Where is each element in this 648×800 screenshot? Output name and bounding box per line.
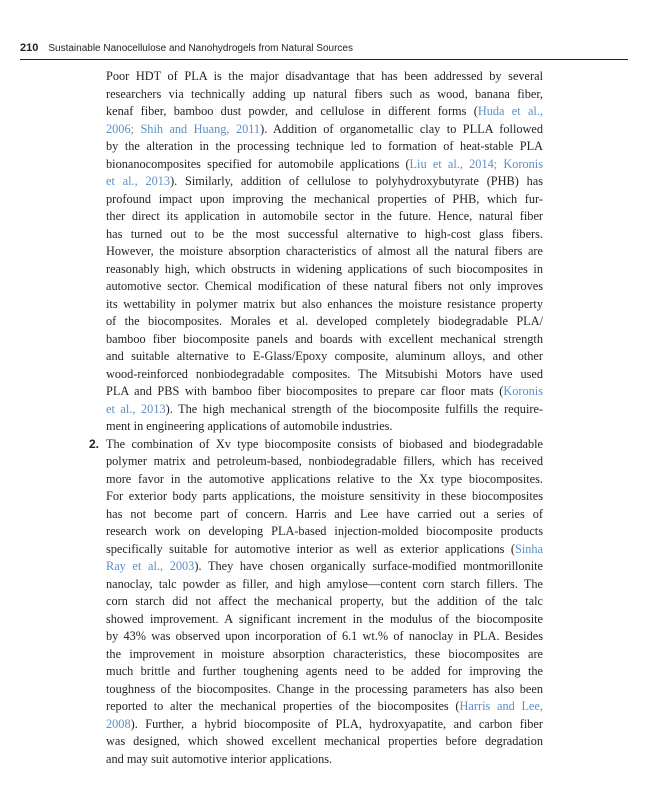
citation-link[interactable]: Sinha [514, 541, 543, 556]
text-line: has not become part of concern. Harris and Lee have carried out a series of [106, 506, 543, 521]
text-line [106, 383, 543, 401]
list-item-2 [89, 436, 543, 769]
text-line [106, 121, 543, 139]
citation-link[interactable]: Huda et al., [477, 104, 543, 118]
text-line: showed improvement. A significant increment in the modulus of the biocomposite [106, 611, 543, 626]
text-segment: kenaf fiber, bamboo dust powder, and cellulose in different forms ( [106, 104, 478, 118]
list-item-number: 2. [89, 436, 100, 451]
text-line: For exterior body parts applications, the moisture sensitivity in these biocomposites [106, 489, 543, 503]
text-line: has turned out to be the most successful alternative to high-cost glass fibers. [106, 226, 543, 241]
text-line [106, 173, 543, 191]
text-segment: reported to alter the mechanical properties of the biocomposites ( [106, 699, 460, 713]
text-line [106, 558, 543, 576]
text-line: wood-reinforced nonbiodegradable composites. The Mitsubishi Motors have used [106, 366, 543, 381]
text-line: ther direct its application in automobile sector in the future. Hence, natural fiber [106, 209, 543, 223]
text-line: and may suit automotive interior applications. [106, 751, 333, 766]
text-line: of the biocomposites. Morales et al. developed completely biodegradable PLA/ [106, 314, 543, 328]
text-segment: ). Further, a hybrid biocomposite of PLA, hydroxyapatite, and carbon fiber [130, 716, 543, 731]
text-line: its wettability in polymer matrix but also enhances the moisture resistance property [106, 296, 543, 311]
text-line: research work on developing PLA-based injection-molded biocomposite products [106, 524, 543, 538]
text-line: bamboo fiber biocomposite panels and boards with excellent mechanical strength [106, 331, 543, 346]
text-segment: PLA and PBS with bamboo fiber biocomposites to prepare car floor mats ( [106, 384, 504, 398]
paragraph-hdt-pla [106, 68, 543, 436]
text-line: toughness of the biocomposites. Change in the processing parameters has also been [106, 681, 543, 696]
text-line: corn starch did not affect the mechanical property, but the addition of the talc [106, 594, 543, 608]
text-line: However, the moisture absorption characteristics of almost all the natural fibers are [106, 244, 543, 258]
header-rule [20, 59, 628, 60]
text-segment: ). Addition of organometallic clay to PLLA followed [260, 121, 543, 136]
text-line [106, 103, 543, 121]
text-line [106, 156, 543, 174]
text-line: profound impact upon improving the mechanical properties of PHB, which fur- [106, 191, 543, 206]
citation-link[interactable]: Ray et al., 2003 [106, 559, 195, 573]
text-line: was designed, which showed excellent mechanical properties before degradation [106, 734, 543, 748]
text-line: reasonably high, which obstructs in widening applications of such biocomposites in [106, 261, 543, 276]
page-number: 210 [20, 42, 39, 54]
text-line: by 43% was observed upon incorporation of 6.1 wt.% of nanoclay in PLA. Besides [106, 629, 543, 643]
text-line: more favor in the automotive applications relative to the Xx type biocomposites. [106, 471, 543, 486]
text-line: by the alteration in the processing technique led to formation of heat-stable PLA [106, 139, 543, 153]
text-line: Poor HDT of PLA is the major disadvantage that has been addressed by several [106, 69, 543, 83]
text-line: researchers via technically adding up natural fibers such as wood, banana fiber, [106, 86, 543, 101]
text-line: much brittle and further toughening agents need to be added for improving the [106, 664, 543, 678]
text-segment: ). Similarly, addition of cellulose to polyhydroxybutyrate (PHB) has [170, 174, 544, 188]
text-line: polymer matrix and petroleum-based, nonbiodegradable fillers, which has received [106, 454, 543, 468]
running-title: Sustainable Nanocellulose and Nanohydrogels from Natural Sources [48, 43, 353, 54]
citation-link[interactable]: et al., 2013 [106, 401, 166, 416]
text-segment: specifically suitable for automotive interior as well as exterior applications ( [106, 541, 515, 556]
body-text [89, 68, 544, 768]
running-header [20, 40, 620, 56]
text-line [106, 541, 543, 559]
text-line [106, 401, 543, 419]
text-segment: bionanocomposites specified for automobile applications ( [106, 156, 410, 171]
text-line: nanoclay, talc powder as filler, and high amylose—content corn starch fillers. The [106, 576, 543, 591]
citation-link[interactable]: 2006; Shih and Huang, 2011 [106, 121, 261, 136]
text-line: and suitable alternative to E-Glass/Epoxy composite, aluminum alloys, and other [106, 349, 543, 363]
text-segment: ). They have chosen organically surface-modified montmorillonite [194, 559, 543, 573]
text-line [106, 698, 543, 716]
citation-link[interactable]: et al., 2013 [106, 174, 171, 188]
text-line: the improvement in moisture absorption characteristics, these biocomposites are [106, 646, 543, 661]
text-segment: ). The high mechanical strength of the biocomposite fulfills the require- [165, 401, 544, 416]
text-line: automotive sector. Chemical modification of these natural fibers not only improves [106, 279, 543, 293]
text-line [106, 716, 543, 734]
text-line: ment in engineering applications of automobile industries. [106, 419, 393, 433]
text-line: The combination of Xv type biocomposite consists of biobased and biodegradable [106, 436, 543, 451]
citation-link[interactable]: Koronis [503, 384, 543, 398]
citation-link[interactable]: 2008 [106, 716, 131, 731]
citation-link[interactable]: Liu et al., 2014; Koronis [409, 156, 543, 171]
citation-link[interactable]: Harris and Lee, [459, 699, 543, 713]
